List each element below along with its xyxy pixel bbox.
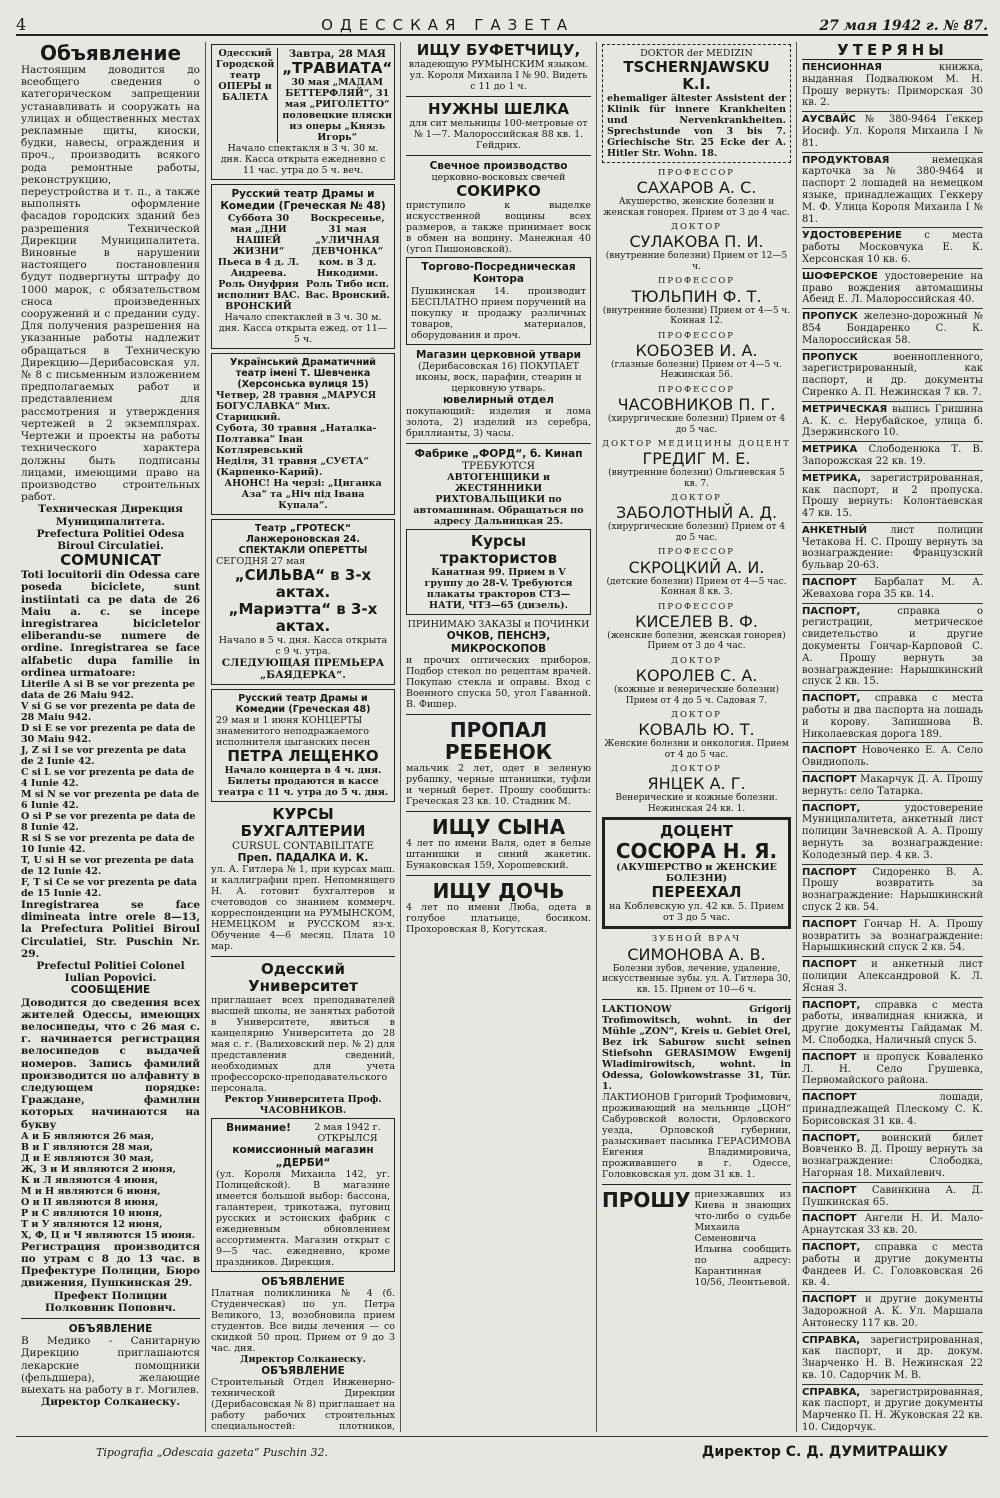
lost-item-text: зарегистрированная, как паспорт, и другие документы Марченко П. Н. Жуковская 22 кв. 10. Сидорчук. [802,1386,983,1432]
svech-text: приступило к выделке искусственной вощины всех размеров, а также принимает воск в обмен на вощину. Манежная 40 (угол Пишоновской). [406,200,591,256]
comunicat-item: C si L se vor prezenta pe data de 4 Iunie 42. [21,766,195,789]
lost-item [802,575,983,604]
grotesk-head: Театр „ГРОТЕСК“ Ланжероновская 24. СПЕКТАКЛИ ОПЕРЕТТЫ [238,522,368,556]
lost-item-kind: ПАСПОРТ [802,577,857,589]
uvel-title: ювелирный отдел [443,393,554,406]
soobshenie-item: Т и У являются 12 июня, [21,1218,163,1230]
grotesk-silva: „СИЛЬВА“ в 3-х актах. [234,565,372,601]
lost-item-text: железно-дорожный № 854 Бондаренко С. К. Малороссийская 58. [802,311,983,346]
proshu-text: приезжавших из Киева и знающих что-либо о судьбе Михаила Семеновича Ильина сообщить по адресу: Карантинная 10/56, Леонтьевой. [694,1189,791,1289]
lost-item [802,865,983,917]
lost-item-kind: ПРОДУКТОВАЯ [802,154,890,166]
ukr-anons: АНОНС! На черзі: „Циганка Аза“ та „Ніч під Івана Купала“. [224,477,382,511]
soobshenie-item: Р и С являются 10 июня, [21,1207,163,1219]
doctor-role: ПРОФЕССОР [657,601,736,612]
drama-head: Русский театр Драмы и Комедии (Греческая № 48) [220,188,386,213]
lost-item-kind: ПАСПОРТ, [802,802,861,814]
sos-sub: (АКУШЕРСТВО и ЖЕНСКИЕ БОЛЕЗНИ) [616,862,777,885]
lost-item [802,153,983,229]
doctor-name: КОВАЛЬ Ю. Т. [638,720,755,740]
trakt-text: Канатная 99. Прием в V группу до 28-V. Требуются плакаты тракторов СТЗ—НАТИ, ЧТЗ—65 (дизель). [424,567,573,612]
columns [16,42,988,1432]
doctor-name: КИСЕЛЕВ В. Ф. [635,611,758,631]
doctor-name: КОРОЛЕВ С. А. [635,666,758,686]
lost-item [802,350,983,402]
page-number: 4 [16,15,27,34]
svech-title: Свечное производство [429,160,568,172]
missing-child-title: ПРОПАЛ РЕБЕНОК [444,717,553,764]
polyclinic-sign: Директор Солканеску. [240,1354,366,1366]
opera-title: „ТРАВИАТА“ [282,59,393,78]
sos-moved: ПЕРЕЕХАЛ [651,883,742,902]
sosyura-ad [602,817,791,929]
doctor-ad [602,601,791,652]
column-1 [16,42,206,1432]
dent-text: Болезни зубов, лечение, удаление, искусственные зубы. ул. А. Гитлера 30, кв. 15. Прием от 10—6 ч. [602,963,791,995]
leshchenko-ad [211,689,395,802]
soobshenie-item: В и Г являются 28 мая, [21,1141,153,1153]
doctor-role: ПРОФЕССОР [657,330,736,341]
doctor-role: ДОКТОР [671,655,722,666]
buf-title: ИЩУ БУФЕТЧИЦУ, [416,42,581,59]
lost-item-kind: УДОСТОВЕРЕНИЕ [802,230,902,242]
lost-item-kind: АУСВАЙС [802,114,856,126]
derbi-text: (ул. Короля Михаила 142, уг. Полицейской). В магазине имеется большой выбор: бассона, галантереи, трикотажа, пуговиц русских и эстонских фабрик с ежедневным обновлением ассортимента. Магазин открыт с 9—5 час. ежедневно, кроме праздников. Дирекция. [216,1168,390,1268]
lost-item-text: военнопленного, зарегистрированный, как паспорт, и др. документы Сиренко А. П. Нежинская 7 кв. 7. [802,351,983,398]
construction-text: Строительный Отдел Инженерно-технической Дирекции (Дерибасовская № 8) приглашает на работу рабочих строительных специальностей: плотников, [211,1377,395,1432]
comunicat-item: F, T si Ce se vor prezenta pe data de 15 Iunie 42. [21,876,198,899]
opera-ad [211,44,395,180]
ford-title: Фабрике „ФОРД“, б. Кинап [414,448,583,461]
divider [406,875,591,876]
lost-item [802,801,983,865]
doctor-name: ГРЕДИГ М. Е. [642,449,751,469]
cerk-text: (Дерибасовская 16) ПОКУПАЕТ иконы, воск, парафин, стеарин и церковную утварь. [415,360,582,394]
kurs-title: КУРСЫ БУХГАЛТЕРИИ [240,805,366,841]
missing-child-text: мальчик 2 лет, одет в зеленую рубашку, черные штанишки, туфли и черный берет. Прошу сообщить: Греческая 23 кв. 10. Стадник М. [406,762,591,807]
lost-item-kind: ПАСПОРТ [802,1092,857,1104]
lost-item-text: № 380-9464 Геккер Иосиф. Ул. Короля Михаила I № 81. [802,114,984,149]
lost-item-text: Слободенюка Т. В. Запорожская 22 кв. 19. [802,444,983,467]
doctor-desc: (внутренние болезни) Прием от 4—5 ч. Конная 12. [602,305,791,327]
lost-item-kind: МЕТРИКА, [802,472,862,484]
derbi-attention: Внимание! [226,1122,291,1135]
ukr-theatre-ad [211,353,395,515]
doctor-role: ПРОФЕССОР [657,276,736,287]
comunicat-text: Toti locuitorii din Odessa care poseda biciclete, sunt instiintati ca pe data de 26 Maiu a. c. se incepe inregistrarea bicicletelor eliberandu-se numere de ordine. Inregistrarea se face alfabetic dupa familie in ordinea urmatoare: [21,569,200,679]
ochki-title: ОЧКОВ, ПЕНСНЭ, МИКРОСКОПОВ [446,630,551,655]
doctor-ad [602,655,791,706]
leshchenko-head: Русский театр Драмы и Комедии (Греческая 48) [235,693,371,716]
lost-item-text: воинский билет Вовченко В. Д. Прошу вернуть за вознаграждение: Слободка, Нагорная 18. Михайлевич. [802,1132,983,1179]
soobshenie-item: К и Л являются 4 июня, [21,1174,159,1186]
doctor-role: ПРОФЕССОР [657,547,736,558]
lost-item-text: Сидоренко В. А. Прошу возвратить за вознаграждение: Нарышкинский спуск 2 кв. 54. [802,866,984,913]
announcement-title: Объявление [39,42,182,65]
lost-item [802,604,983,692]
lost-item-text: зарегистрированная, как паспорт, и др. докум. Знарченко Н. В. Нежинская 22 кв. 10. Садорчик М. В. [802,1334,983,1381]
doctor-desc: (внутренние болезни) Ольгиевская 5 кв. 7. [608,468,785,489]
doctor-role: ДОКТОР [671,222,722,233]
comunicat-sign: Prefectul Politiei Colonel Iulian Popovici. [36,959,185,985]
dentist-ad [602,933,791,995]
missing-son-title: ИЩУ СЫНА [431,814,566,839]
lost-item-text: справка с места работы, инвалидная книжка, и другие документы Гайдамак М. М. Слободка, Наличный спуск 5. [802,999,983,1046]
newspaper-title: ОДЕССКАЯ ГАЗЕТА [321,16,575,34]
leshchenko-name: ПЕТРА ЛЕЩЕНКО [227,747,379,766]
lost-item-kind: ПАСПОРТ [802,866,857,878]
doctor-ad [602,492,791,543]
svech-name: СОКИРКО [456,182,541,201]
doctor-name: ЧАСОВНИКОВ П. Г. [617,395,776,415]
doctor-ad [602,221,791,272]
lost-item [802,1183,983,1212]
buf-text: владеющую РУМЫНСКИМ языком. ул. Короля Михаила I № 90. Видеть с 11 до 1 ч. [408,59,589,92]
doctor-name: ЗАБОЛОТНЫЙ А. Д. [615,503,778,523]
doctor-ad [602,438,791,489]
lost-item [802,1211,983,1240]
doctor-desc: (кожные и венерические болезни) Прием от 4 до 5 ч. Садовая 7. [614,685,779,706]
ob2-sign: Директор Солканеску. [40,1396,181,1409]
doctor-ad [602,275,791,326]
doctor-desc: (хирургические болезни) Прием от 4 до 5 час. [607,414,786,435]
tsch-role: DOKTOR der MEDIZIN [640,48,753,59]
ford-sub: ТРЕБУЮТСЯ [461,460,536,473]
lost-item [802,60,983,112]
doctor-ad [602,167,791,218]
ford-text: АВТОГЕНЩИКИ и ЖЕСТЯННИКИ РИХТОВАЛЬЩИКИ по автомашинам. Обращаться по адресу Дальницкая 25. [413,472,584,528]
missing-son-text: 4 лет по имени Валя, одет в белые штанишки и синий жакетик. Бунаковская 159, Хорошевский. [406,837,591,871]
lost-item [802,269,983,309]
ob2-title: ОБЪЯВЛЕНИЕ [68,1323,153,1336]
lost-item-kind: ПРОПУСК [802,311,858,323]
column-5 [797,42,988,1432]
soobshenie-sign: Префект Полиции Полковник Попович. [45,1289,176,1314]
doctor-name: ЯНЦЕК А. Г. [647,774,746,794]
lost-item-kind: ПАСПОРТ [802,1051,857,1063]
lost-item-kind: ПАСПОРТ, [802,1241,861,1253]
doctor-ad [602,384,791,435]
lost-item-kind: ПАСПОРТ [802,1184,857,1196]
comunicat-end: Inregistrarea se face dimineata intre orele 8—13, la Prefectura Politiei Biroul Circulatiei, Str. Puschin Nr. 29. [21,898,200,960]
lost-item-text: и другие документы Задорожной А. К. Ул. Маршала Антонеску 117 кв. 20. [802,1294,983,1329]
prefectura-label: Prefectura Politiei Odesa Biroul Circulatiei. [36,527,185,552]
ukr-head: Український Драматичний театр імені Т. Шевченка (Херсонська вулиця 15) [230,356,376,390]
lost-item-text: Гончар Н. А. Прошу возвратить за вознаграждение: Нарышкинский спуск 2 кв. 54. [802,918,983,954]
doctor-ad [602,546,791,597]
announcement-text: Настоящим доводится до всеобщего сведения о категорическом запрещении устанавливать и сооружать на улицах и общественных местах рекламные щиты, киоски, будки, навесы, ограждения и проч., производить всякого рода ремонтные работы, реконструкцию, переустройства и т. п., а также выполнять оформление фасадов городских зданий без разрешения Технической Дирекции Муниципалитета. Виновные в нарушении настоящего постановления будут подвергнуты штрафу до 1000 марок, с обязательством сноса произведенных сооружений и с предании суду. Для получения разрешения на указанные работы надлежит обращаться в Техническую Дирекцию—Дерибасовская ул. № 8 с письменным изложением предполагаемых работ и представлением для рассмотрения и утверждения чертежей в 2 экземплярах. Чертежи и проекты на работы технического характера должны быть подписаны лицами, имеющими право на производство строительных работ. [21,64,200,504]
doctor-desc: (внутренние болезни) Прием от 12—5 ч. [605,251,788,272]
lost-item [802,743,983,772]
soobshenie-item: М и Н являются 6 июня, [21,1185,161,1197]
doctor-ad [602,330,791,381]
lost-item-kind: ПАСПОРТ, [802,999,861,1011]
lost-item-text: лошади, принадлежащей Плескому С. К. Борисовская 31 кв. 4. [802,1092,983,1127]
polyclinic-text: Платная поликлиника № 4 (б. Студенческая) по ул. Петра Великого, 13, возобновила прием студентов. Все виды лечения — со скидкой 50 проц. Прием от 9 до 3 час. дня. [211,1288,395,1355]
sos-role: ДОЦЕНТ [659,822,734,841]
grotesk-marietta: „Мариэтта“ в 3-х актах. [228,599,378,635]
lost-item-text: Савинкина А. Д. Пушкинская 65. [802,1184,983,1208]
ukr-1: Четвер, 28 травня „МАРУСЯ БОГУСЛАВКА“ Мих. Старицкий. [216,389,377,423]
laktionov-ru: ЛАКТИОНОВ Григорий Трофимович, проживающий на мельнице „ЦОН“ Сабуровской волости, Орловского уезда, Орловской губернии, разыскивает пасынка ГЕРАСИМОВА Евгения Владимировича, проживавшего в г. Одессе, Головковская ул. дом 31 кв. 1. [602,1092,791,1181]
ob2-text: В Медико - Санитарную Дирекцию приглашаются лекарские помощники (фельдшера), желающие выехать на работу в г. Могилев. [21,1335,200,1397]
opera-line2: 30 мая „МАДАМ БЕТТЕРФЛЯЙ“, 31 мая „РИГОЛЕТТО“ половецкие пляски из оперы „Князь Игорь“ [282,77,393,144]
comunicat-item: T, U si H se vor prezenta pe data de 12 Iunie 42. [21,854,194,877]
lost-item [802,442,983,471]
lost-item [802,957,983,997]
ochki-text: и прочих оптических приборов. Подбор стекол по рецептам врачей. Покупаю стекла и оправы. Вход с Военного спуска 50, угол Гаванной. В. Фишер. [406,654,591,710]
drama-right: Воскресенье, 31 мая „УЛИЧНАЯ ДЕВЧОНКА“ ком. в 3 д. Никодими. Роль Тибо исп. Вас. Вронский. [305,212,390,301]
lost-item-text: немецкая карточка за № 380-9464 и паспорт 2 лошадей на немецком языке, принадлежащих Геккеру М. Ф. Улица Короля Михаила I № 81. [802,154,983,225]
lost-item [802,1131,983,1183]
lost-item-text: лист полиции Четакова Н. С. Прошу вернуть за вознаграждение: Французский бульвар 20-63. [802,524,983,572]
kurs-text: ул. А. Гитлера № 1, при курсах маш. и каллиграфии преп. Непомнящего Н. А. готовит бухгалтеров и счетоводов со знанием коммерч. корреспонденции на РУМЫНСКОМ, НЕМЕЦКОМ и РУССКОМ яз-х. Обучение 4—6 месяц. Плата 10 мар. [211,864,395,953]
tsch-name: TSCHERNJAWSKU K.I. [623,58,770,93]
column-3 [401,42,597,1432]
lost-item [802,772,983,801]
comunicat-item: J, Z si I se vor prezenta pe data de 2 Iunie 42. [21,744,187,767]
derbi-ad [211,1118,395,1271]
soobshenie-item: Д и Е являются 30 мая, [21,1152,154,1164]
soobshenie-title: СООБЩЕНИЕ [70,984,151,997]
lost-item-kind: ПАСПОРТ [802,1294,857,1306]
kurs-prep: Преп. ПАДАЛКА И. К. [237,852,369,865]
masthead [16,8,988,36]
lost-item-text: книжка, выданная Подвалюком М. Н. Прошу вернуть: Приморская 30 кв. 2. [802,62,983,109]
lost-item-kind: ПАСПОРТ, [802,605,861,617]
doctor-desc: Венерические и кожные болезни. Нежинская 24 кв. 1. [615,793,778,814]
doctor-role: ДОКТОР [671,493,722,504]
comunicat-item: D si E se vor prezenta pe data de 30 Maiu 942. [21,722,196,745]
lost-item-kind: ПЕНСИОННАЯ [802,62,882,73]
doctor-list [602,167,791,814]
lost-item-kind: СПРАВКА, [802,1334,861,1346]
doctor-desc: (женские болезни, женская гонорея) Прием от 3 до 4 час. [607,630,786,652]
comunicat-title: COMUNICAT [60,551,161,570]
lost-item-text: удостоверение на право вождения автомашины Абеид Е. Л. Малороссийская 40. [802,270,983,306]
printer: Tipografia „Odescaia gazeta“ Puschin 32. [96,1445,328,1459]
lost-item-text: справка с места работы и другие документы Фандеев И. С. Головковская 26 кв. 4. [802,1241,983,1289]
lost-item-text: с места работы Московчука Е. К. Херсонская 10 кв. 6. [802,230,983,265]
lost-item-kind: ПАСПОРТ [802,959,857,971]
doctor-ad [602,709,791,760]
lost-item-kind: МЕТРИКА [802,444,858,456]
lost-item [802,402,983,442]
comunicat-item: V si G se vor prezenta pe data de 28 Maiu 942. [21,700,196,723]
lost-item [802,1090,983,1130]
lost-item-text: зарегистрированная, как паспорт, и 2 пропуска. Прошу вернуть: Колонтаевская 47 кв. 15. [802,472,983,520]
lost-item [802,1050,983,1090]
lost-item [802,471,983,523]
soobshenie-item: Ж, З и И являются 2 июня, [21,1163,176,1175]
lost-item-kind: МЕТРИЧЕСКАЯ [802,403,888,415]
lost-item-text: и пропуск Коваленко Л. Н. Село Грушевка, Первомайского района. [802,1051,983,1087]
drama-ad [211,184,395,348]
grotesk-today: СЕГОДНЯ 27 мая [216,555,306,567]
lost-item [802,1333,983,1385]
missing-daughter-text: 4 лет по имени Люба, одета в голубое платьице, босиком. Прохоровская 8, Когутская. [406,901,591,935]
lost-item-kind: ПАСПОРТ [802,774,857,786]
grotesk-time: Начало в 5 ч. дня. Касса открыта с 9 ч. утра. [218,634,388,657]
soobshenie-end: Регистрация производится по утрам с 8 до 13 час. в Префектуре Полиции, Бюро движения, Пушкинская 29. [21,1240,200,1290]
univ-text: приглашает всех преподавателей высшей школы, не занятых работой в Университете, явиться в канцелярию Университета до 28 мая с. г. (Валиховский пер. № 2) для представления сведений, необходимых для учета профессорско-преподавательского персонала. [211,995,395,1095]
lost-item [802,1385,983,1432]
lost-item-kind: ПАСПОРТ [802,745,857,757]
doctor-name: ТЮЛЬПИН Ф. Т. [631,286,762,306]
doctor-name: КОБОЗЕВ И. А. [635,340,758,360]
lost-item [802,523,983,575]
doctor-ad [602,763,791,814]
uvel-text: покупающий: изделия и лома золота, 2) изделий из серебра, бриллианты, 3) часы. [406,406,591,440]
derbi-title: комиссионный магазин „ДЕРБИ“ [232,1144,374,1169]
lost-item [802,228,983,268]
doctor-role: ДОКТОР [671,710,722,721]
lost-item-text: справка с места работы и два паспорта на лошадь и корову. Запишнова В. Николаевская дорога 189. [802,693,983,740]
proshu-title: ПРОШУ [602,1188,691,1213]
lost-item [802,1292,983,1332]
polyclinic-title: ОБЪЯВЛЕНИЕ [261,1275,345,1288]
lost-item-kind: ПАСПОРТ, [802,1132,861,1144]
doctor-desc: (хирургические болезни) Прием от 4 до 5 час. [607,522,786,543]
torg-title: Торгово-Посредническая Контора [421,261,576,286]
lost-item-text: удостоверение Муниципалитета, анкетный лист полиции Зачневской А. А. Прошу вернуть за вознаграждение: Колодезный пер. 4 кв. 3. [802,802,983,861]
ukr-2: Субота, 30 травня „Наталка-Полтавка“ Іван Котляревський [216,422,377,456]
opera-tomorrow: Завтра, 28 МАЯ [288,48,386,60]
doctor-desc: Женские болезни и онкология. Прием от 4 до 5 час. [604,739,789,760]
doctor-role: ДОКТОР [671,764,722,775]
divider [602,999,791,1000]
doctor-name: СУЛАКОВА П. И. [629,232,764,252]
lost-item-text: и анкетный лист полиции Александровой К. Л. Ясная 3. [802,959,983,994]
lost-item-text: Барбалат М. А. Жевахова гора 35 кв. 14. [802,577,983,600]
column-4 [597,42,797,1432]
lost-item-kind: ПАСПОРТ [802,1213,857,1225]
divider [406,155,591,156]
lost-item-kind: ПАСПОРТ, [802,693,861,705]
column-2 [206,42,401,1432]
divider [602,1184,791,1185]
lost-item-kind: ПРОПУСК [802,351,858,363]
opera-time: Начало спектакля в 3 ч. 30 м. дня. Касса открыта ежедневно с 11 час. утра до 5 ч. веч. [220,143,386,177]
trakt-title: Курсы трактористов [439,532,558,568]
soobshenie-list [21,1131,200,1241]
soobshenie-item: Х, Ф, Ц и Ч являются 15 июня. [21,1229,196,1241]
lost-item-text: Макарчук Д. А. Прошу вернуть: село Татарка. [802,774,983,797]
lost-item-text: Ангели Н. И. Мало-Арнаутская 33 кв. 20. [802,1213,983,1237]
svech-sub: церковно-восковых свечей [431,172,566,184]
torg-text: Пушкинская 14. производит БЕСПЛАТНО прием поручений на покупку и продажу различных товаров, материалов, оборудования и проч. [411,285,586,341]
divider [406,443,591,444]
lost-item-kind: ШОФЕРСКОЕ [802,270,878,282]
silk-title: НУЖНЫ ШЕЛКА [428,100,569,118]
tschernjawski-ad [602,44,791,163]
grotesk-next: СЛЕДУЮЩАЯ ПРЕМЬЕРА „БАЯДЕРКА“. [221,656,385,681]
leshchenko-text: 29 мая и 1 июня КОНЦЕРТЫ знаменитого неподражаемого исполнителя цыганских песен [216,715,371,749]
univ-title: Одесский Университет [248,960,358,996]
dent-name: СИМОНОВА А. В. [627,944,766,964]
doctor-name: СКРОЦКИЙ А. И. [628,557,765,577]
lost-item [802,691,983,743]
divider [211,956,395,957]
doctor-desc: Акушерство, женские болезни и женская гонорея. Прием от 3 до 4 час. [603,197,790,218]
divider [406,714,591,715]
lost-item [802,998,983,1050]
divider [406,811,591,812]
soobshenie-text: Доводится до сведения всех жителей Одессы, имеющих велосипеды, что с 26 мая с. г. начинается регистрация велосипедов с выдачей номеров. Запись фамилий производится по алфавиту в следующем порядке: Граждане, фамилии которых начинаются на букву [21,996,200,1131]
lost-item [802,917,983,957]
lost-title: УТЕРЯНЫ [802,42,983,60]
footer [16,1436,988,1467]
ochki-sub: ПРИНИМАЮ ЗАКАЗЫ и ПОЧИНКИ [407,619,590,631]
lost-item-kind: АНКЕТНЫЙ [802,524,868,536]
drama-time: Начало спектаклей в 3 ч. 30 м. дня. Касса открыта ежед. от 11—5 ч. [218,311,388,345]
lost-item [802,1240,983,1292]
doctor-desc: (детские болезни) Прием от 4—5 час. Конная 8 кв. 3. [606,576,787,598]
lost-item-text: Новоченко Е. А. Село Овидиополь. [802,745,983,769]
silk-text: для сит мельницы 100-метровые от № 1—7. Малороссийская 88 кв. 1. Гейдрих. [409,118,588,151]
divider [21,1318,200,1319]
laktionow-de: LAKTIONOW Grigorij Trofimowitsch, wohnt. in der Mühle „ZON“, Kreis u. Gebiet Orel, Bez irk Saburow sucht seinen Stiefsohn GERASIMOW Ewgenij Wladimirowitsch, wohnt. in Odessa, Golowkowstrasse 31, Tür. 1. [602,1004,791,1093]
lost-list [802,60,983,1432]
leshchenko-time: Начало концерта в 4 ч. дня. Билеты продаются в кассе театра с 11 ч. утра до 5 ч. дня. [217,765,389,799]
lost-item-kind: СПРАВКА, [802,1386,861,1398]
comunicat-item: R si S se vor prezenta pe data de 10 Iunie 42. [21,832,195,855]
doctor-role: ДОКТОР МЕДИЦИНЫ ДОЦЕНТ [602,439,791,450]
cerk-title: Магазин церковной утвари [416,348,581,361]
divider [406,96,591,97]
grotesk-ad [211,519,395,685]
trakt-ad [406,529,591,615]
lost-item-text: справка о регистрации, метрическое свидетельство и другие документы Гончар-Карповой С. А. Прошу вернуть за вознаграждение: Нарышкинский спуск 2 кв. 15. [802,605,983,688]
soobshenie-item: О и П являются 8 июня, [21,1196,159,1208]
issue-date: 27 мая 1942 г. № 87. [819,18,988,34]
soobshenie-item: А и Б являются 26 мая, [21,1130,155,1142]
sos-addr: на Коблевскую ул. 42 кв. 5. Прием от 3 до 5 час. [609,901,784,924]
lost-item-kind: ПАСПОРТ [802,918,857,930]
opera-theatre-name: Одесский Городской театр ОПЕРЫ и БАЛЕТА [216,48,278,143]
univ-sign: Ректор Университета Проф. ЧАСОВНИКОВ. [224,1094,382,1117]
comunicat-item: O si P se vor prezenta pe data de 8 Iunie 42. [21,810,196,833]
doctor-role: ПРОФЕССОР [657,168,736,178]
drama-left: Суббота 30 мая „ДНИ НАШЕЙ ЖИЗНИ“ Пьеса в 4 д. Л. Андреева. Роль Онуфрия исполнит ВАС. ВРОНСКИЙ [217,212,300,312]
doctor-desc: (глазные болезни) Прием от 4—5 ч. Нежинская 56. [611,359,782,381]
comunicat-item: Literile A si B se vor prezenta pe data de 26 Maiu 942. [21,678,196,701]
torg-ad [406,257,591,344]
dent-role: ЗУБНОЙ ВРАЧ [651,934,742,945]
lost-item-text: выпись Гришина А. К. с. Нерубайское, улица б. Дзержинского 10. [802,403,983,439]
derbi-open: 2 мая 1942 г. ОТКРЫЛСЯ [314,1122,381,1145]
construction-title: ОБЪЯВЛЕНИЕ [261,1365,345,1378]
kurs-sub: CURSUL CONTABILITATE [231,840,375,853]
comunicat-list [21,679,200,899]
ukr-3: Неділя, 31 травня „СУЄТА“ (Карпенко-Карий). [216,455,369,478]
comunicat-item: M si N se vor prezenta pe data de 6 Iunie 42. [21,788,200,811]
doctor-role: ПРОФЕССОР [657,384,736,395]
missing-daughter-title: ИЩУ ДОЧЬ [432,878,565,903]
director: Директор С. Д. ДУМИТРАШКУ [701,1444,948,1460]
tsch-text: ehemaliger ältester Assistent der Klinik für innere Krankheiten und Nervenkrankheiten. Sprechstunde von 3 bis 7. Griechische Str. 25 Ecke der A. Hitler Str. Wohn. 18. [607,93,786,159]
announcement-sign: Техническая Дирекция Муниципалитета. [38,503,183,528]
lost-item [802,309,983,349]
lost-item [802,112,983,152]
doctor-name: САХАРОВ А. С. [636,178,757,198]
sos-name: СОСЮРА Н. Я. [615,839,778,864]
